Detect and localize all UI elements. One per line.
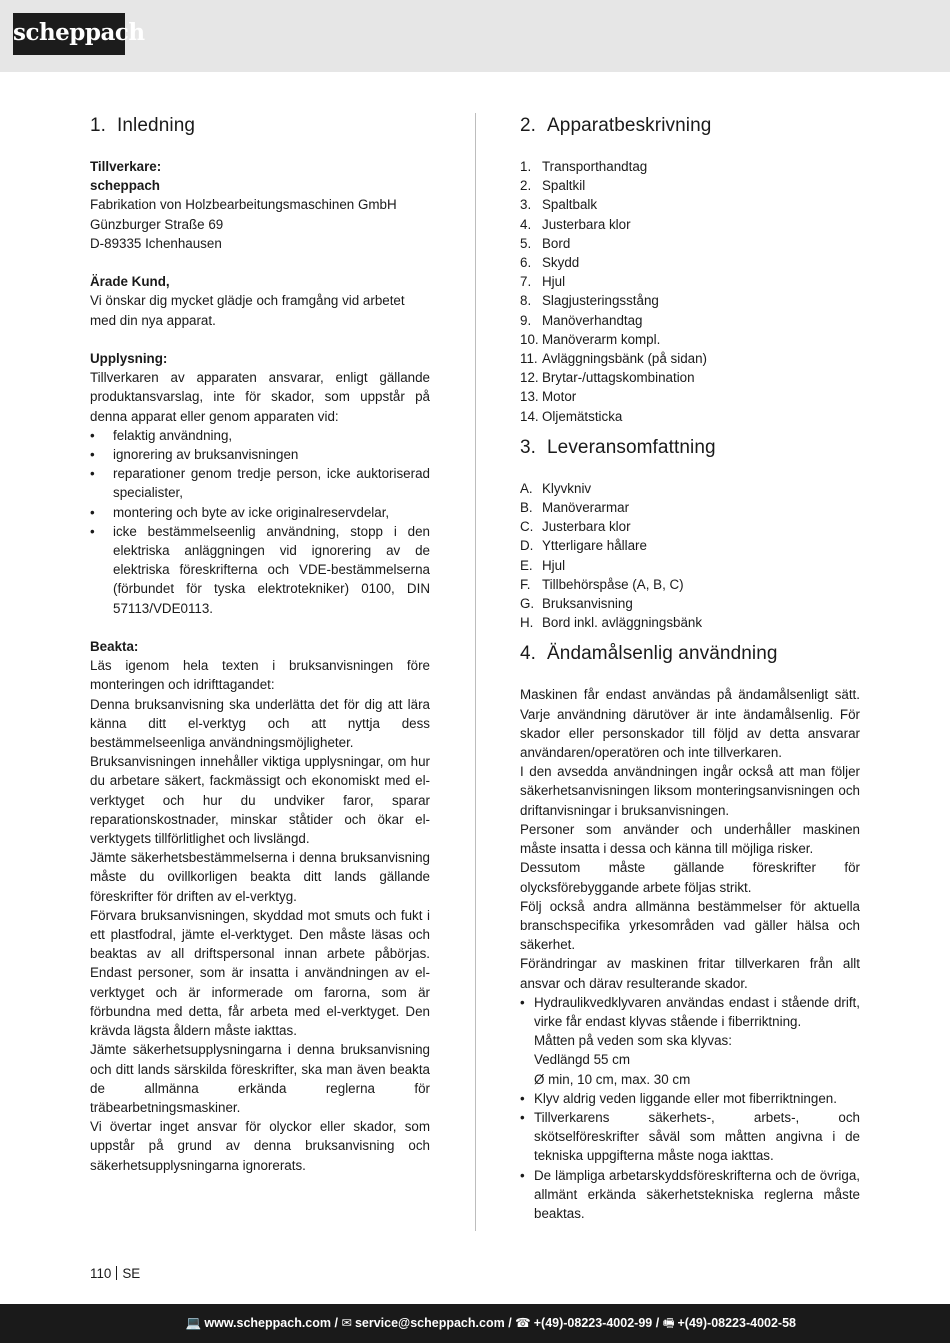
note-label: Beakta: xyxy=(90,639,139,655)
computer-icon: 💻 xyxy=(185,1316,202,1330)
manufacturer-name: scheppach xyxy=(90,178,160,194)
list-item: • reparationer genom tredje person, icke auktoriserad specialister, xyxy=(90,466,430,501)
list-item: 1. Transporthandtag xyxy=(520,159,648,174)
list-item: • montering och byte av icke originalreservdelar, xyxy=(90,504,390,520)
list-item: B. Manöverarmar xyxy=(520,500,630,516)
address-line: Fabrikation von Holzbearbeitungsmaschinen GmbH xyxy=(90,197,397,213)
phone-number: +(49)-08223-4002-99 xyxy=(533,1316,653,1330)
notice-text: Tillverkaren av apparaten ansvarar, enligt gällande produktansvarslag, inte för skador, som uppstår på denna apparat eller genom apparaten vid: xyxy=(90,370,430,424)
list-item: 13. Motor xyxy=(520,389,577,405)
list-item: G. Bruksanvisning xyxy=(520,596,633,612)
address-line: Günzburger Straße 69 xyxy=(90,216,224,232)
list-item: E. Hjul xyxy=(520,557,566,573)
list-item: 11. Avläggningsbänk (på sidan) xyxy=(520,351,708,367)
list-item: 3. Spaltbalk xyxy=(520,197,598,213)
list-item: 12. Brytar-/uttagskombination xyxy=(520,370,695,386)
list-item: 5. Bord xyxy=(520,235,571,251)
list-item: • felaktig användning, xyxy=(90,427,233,443)
usage-paragraph: Följ också andra allmänna bestämmelser för aktuella branschspecifika yrkesområden vad gäller hälsa och säkerhet. xyxy=(520,898,860,953)
greeting: Ärade Kund, xyxy=(90,274,170,290)
list-item: • Klyv aldrig veden liggande eller mot fiberriktningen. xyxy=(520,1090,837,1106)
list-item: D. Ytterligare hållare xyxy=(520,538,647,554)
greeting-text: Vi önskar dig mycket glädje och framgång vid arbetet med din nya apparat. xyxy=(90,293,405,328)
note-paragraph: Förvara bruksanvisningen, skyddad mot smuts och fukt i ett plastfodral, jämte el-verktyget. Den måste läsas och beaktas av all driftspersonal innan arbete påbörjas. Endast personer, som är insatta i användningen av el-verktyget och är informerade om farorna, som är förbundna med detta, får arbeta med el-verktyget. Den krävda lägsta åldern måste iakttas. xyxy=(90,907,430,1039)
mail-icon: ✉ xyxy=(341,1316,352,1330)
note-paragraph: Bruksanvisningen innehåller viktiga upplysningar, om hur du arbetare säkert, fackmässigt och ekonomiskt med el-verktyget och hur du undviker faror, sparar reparationskostnader, minskar ståtider och ökar el-verktygets tillförlitlighet och livslängd. xyxy=(90,754,430,847)
list-item: C. Justerbara klor xyxy=(520,519,631,535)
section-2-heading: 2. Apparatbeskrivning xyxy=(520,115,712,136)
list-item: 14. Oljemätsticka xyxy=(520,408,623,424)
usage-paragraph: Dessutom måste gällande föreskrifter för olycksförebyggande arbete följas strikt. xyxy=(520,860,860,895)
note-paragraph: Vi övertar inget ansvar för olyckor eller skador, som uppstår på grund av denna bruksanvisning och säkerhetsupplysningarna ignorerats. xyxy=(90,1119,430,1173)
list-item: 2. Spaltkil xyxy=(520,178,586,194)
fax-icon: 🖷 xyxy=(662,1316,675,1330)
list-item: • De lämpliga arbetarskyddsföreskrifterna och de övriga, allmänt erkända säkerhetstekniska reglerna måste beaktas. xyxy=(520,1167,860,1221)
section-1-heading: 1. Inledning xyxy=(90,115,196,136)
note-paragraph: Jämte säkerhetsupplysningarna i denna bruksanvisning och ditt lands särskilda föreskrifter, ska man även beakta de allmänna erkända reglerna för träbearbetningsmaskiner. xyxy=(90,1042,430,1115)
usage-paragraph: Förändringar av maskinen fritar tillverkaren från allt ansvar och därav resulterande skador. xyxy=(520,956,860,991)
note-paragraph: Läs igenom hela texten i bruksanvisningen före monteringen och idrifttagandet: xyxy=(90,658,430,693)
scheppach-logo: scheppach xyxy=(13,13,125,55)
usage-paragraph: I den avsedda användningen ingår också att man följer säkerhetsanvisningen liksom monteringsanvisningen och driftanvisningar i bruksanvisningen. xyxy=(520,764,860,818)
list-item: 8. Slagjusteringsstång xyxy=(520,293,659,309)
note-paragraph: Jämte säkerhetsbestämmelserna i denna bruksanvisning måste du ovillkorligen beakta ditt lands gällande föreskrifter för driften av el-verktyg. xyxy=(90,850,430,904)
list-item: H. Bord inkl. avläggningsbänk xyxy=(520,615,703,631)
list-item: 10. Manöverarm kompl. xyxy=(520,331,661,347)
website-link[interactable]: www.scheppach.com xyxy=(204,1316,331,1330)
delivery-list xyxy=(520,479,860,633)
note-paragraph: Denna bruksanvisning ska underlätta det för dig att lära känna ditt el-verktyg och att nyttja dess bestämmelseenliga användningsmöjligheter. xyxy=(90,696,430,751)
notice-label: Upplysning: xyxy=(90,351,168,366)
list-item: 7. Hjul xyxy=(520,274,566,290)
manufacturer-label: Tillverkare: xyxy=(90,159,162,174)
usage-paragraph: Maskinen får endast användas på ändamålsenligt sätt. Varje användning därutöver är inte ändamålsenlig. För skador eller personskador till följd av detta ansvarar användaren/operatören och inte tillverkaren. xyxy=(520,687,860,761)
list-item: • icke bestämmelseenlig användning, stopp i den elektriska anläggningen vid ignorering av de elektriska föreskrifterna och VDE-bestämmelserna (förbundet för tyska elektrotekniker) 0100, DIN 57113/VDE0113. xyxy=(90,523,430,616)
list-item: • Hydraulikvedklyvaren användas endast i stående drift, virke får endast klyvas stående i fiberriktning. Måtten på veden som ska klyvas: Vedlängd 55 cm Ø min, 10 cm, max. 30 cm xyxy=(520,994,860,1087)
list-item: 9. Manöverhandtag xyxy=(520,312,643,328)
usage-paragraph: Personer som använder och underhåller maskinen måste insatta i dessa och känna till möjliga risker. xyxy=(520,821,860,857)
left-column xyxy=(90,113,430,1175)
address-line: D-89335 Ichenhausen xyxy=(90,235,222,251)
column-divider xyxy=(475,113,476,1231)
list-item: 4. Justerbara klor xyxy=(520,216,631,232)
page-number: 110 SE xyxy=(90,1266,141,1281)
list-item: A. Klyvkniv xyxy=(520,480,592,496)
footer-bar: 💻 www.scheppach.com / ✉ service@scheppach.com / ☎ +(49)-08223-4002-99 / 🖷 +(49)-08223-4002-58 xyxy=(0,1304,950,1343)
usage-bullet-list xyxy=(520,993,860,1223)
email-link[interactable]: service@scheppach.com xyxy=(354,1316,505,1330)
right-column xyxy=(520,113,860,1223)
list-item: • ignorering av bruksanvisningen xyxy=(90,447,299,463)
parts-list xyxy=(520,157,860,426)
list-item: • Tillverkarens säkerhets-, arbets-, och skötselföreskrifter såväl som måtten angivna i de tekniska uppgifterna måste noga iakttas. xyxy=(520,1109,860,1164)
fax-number: +(49)-08223-4002-58 xyxy=(677,1316,796,1330)
notice-bullet-list xyxy=(90,426,430,618)
header-bar xyxy=(0,0,950,72)
section-4-heading: 4. Ändamålsenlig användning xyxy=(520,643,778,665)
phone-icon: ☎ xyxy=(515,1316,531,1330)
section-3-heading: 3. Leveransomfattning xyxy=(520,436,716,458)
list-item: F. Tillbehörspåse (A, B, C) xyxy=(520,576,684,592)
list-item: 6. Skydd xyxy=(520,255,580,271)
